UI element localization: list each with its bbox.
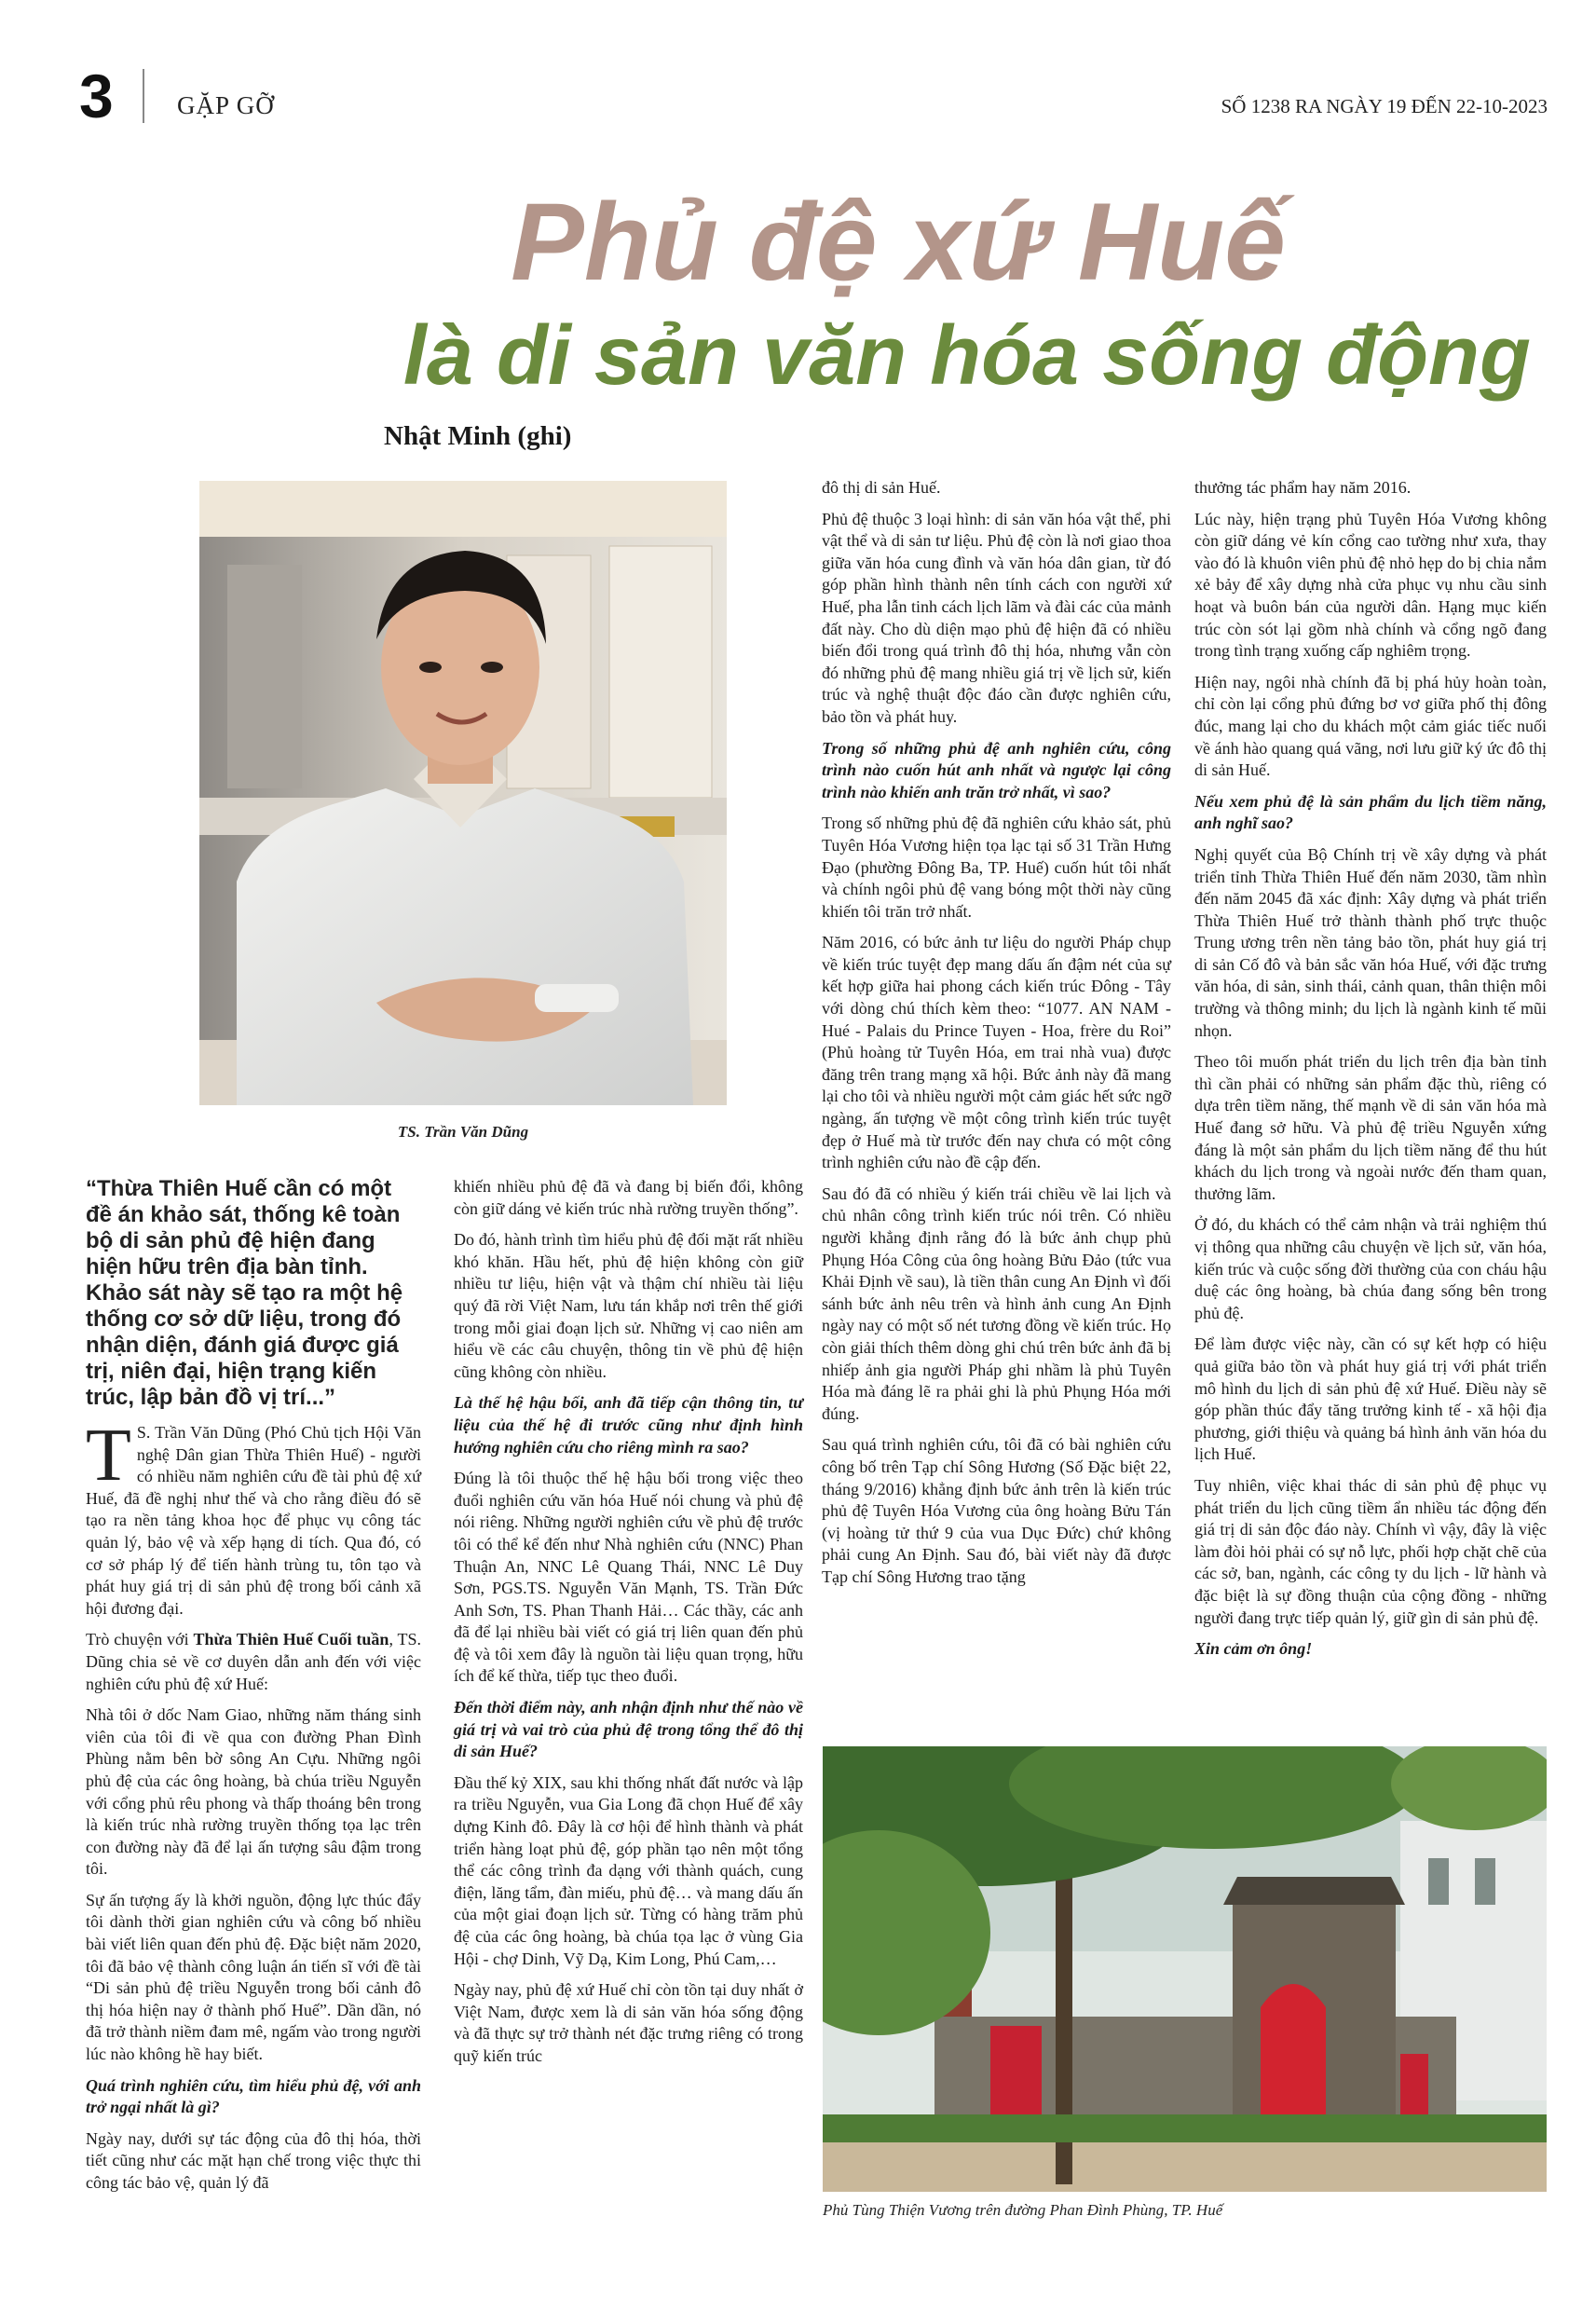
- paragraph: Lúc này, hiện trạng phủ Tuyên Hóa Vương không còn giữ dáng vẻ kín cổng cao tường như xưa, thay vào đó là khuôn viên phủ đệ nhỏ hẹp do bị chia nắm xẻ bảy để xây dựng nhà cửa phục vụ nhu cầu sinh hoạt và buôn bán của người dân. Hạng mục kiến trúc còn sót lại gồm nhà chính và cổng ngõ đang trong tình trạng xuống cấp nghiêm trọng.: [1194, 509, 1547, 661]
- closing-line: Xin cảm ơn ông!: [1194, 1639, 1313, 1659]
- header-divider: [143, 69, 144, 123]
- paragraph: Trò chuyện với Thừa Thiên Huế Cuối tuần, TS. Dũng chia sẻ về cơ duyên dẫn anh đến với việc nghiên cứu phủ đệ xứ Huế:: [86, 1630, 421, 1693]
- article-column-4: [1194, 477, 1547, 1670]
- interview-question: Là thế hệ hậu bối, anh đã tiếp cận thông tin, tư liệu của thế hệ đi trước cũng như định hình hướng nghiên cứu cho riêng mình ra sao?: [454, 1393, 803, 1457]
- article-column-3: [822, 477, 1171, 1598]
- paragraph: Nhà tôi ở dốc Nam Giao, những năm tháng sinh viên của tôi đi về qua con đường Phan Đình Phùng nằm bên bờ sông An Cựu. Những ngôi phủ đệ của các ông hoàng, bà chúa triều Nguyễn với cổng phủ rêu phong và thấp thoáng bên trong là kiến trúc nhà rường truyền thống tọa lạc trên con đường này đã để lại ấn tượng sâu đậm trong tôi.: [86, 1705, 421, 1879]
- paragraph: Đầu thế kỷ XIX, sau khi thống nhất đất nước và lập ra triều Nguyễn, vua Gia Long đã chọn Huế để xây dựng Kinh đô. Đây là cơ hội để hình thành và phát triển hàng loạt phủ đệ, góp phần tạo nên một tổng thể các công trình đa dạng với thành quách, cung điện, lăng tẩm, đàn miếu, phủ đệ… và mang dấu ấn của một giai đoạn lịch sử. Từng có hàng trăm phủ đệ của các ông hoàng, bà chúa tọa lạc ở vùng Gia Hội - chợ Dinh, Vỹ Dạ, Kim Long, Phú Cam,…: [454, 1772, 803, 1968]
- paragraph: Năm 2016, có bức ảnh tư liệu do người Pháp chụp về kiến trúc tuyệt đẹp mang dấu ấn đậm nét của sự kết hợp giữa hai phong cách kiến trúc Đông - Tây với dòng chú thích kèm theo: “1077. AN NAM - Hué - Palais du Prince Tuyen - Hoa, frère du Roi” (Phủ hoàng tử Tuyên Hóa, em trai nhà vua) được đăng trên trang mạng xã hội. Bức ảnh này đã mang lại cho tôi và nhiều người một cảm giác hết sức ngỡ ngàng, ấn tượng về một công trình kiến trúc tuyệt đẹp ở Huế mà từ trước đến nay chưa có một công trình nghiên cứu nào đề cập đến.: [822, 933, 1171, 1172]
- interview-question: Nếu xem phủ đệ là sản phẩm du lịch tiềm năng, anh nghĩ sao?: [1194, 791, 1547, 833]
- section-name: GẶP GỠ: [177, 91, 275, 119]
- pull-quote: “Thừa Thiên Huế cần có một đề án khảo sát, thống kê toàn bộ di sản phủ đệ hiện đang hiện hữu trên địa bàn tỉnh. Khảo sát này sẽ tạo ra một hệ thống cơ sở dữ liệu, trong đó nhận diện, đánh giá được giá trị, niên đại, hiện trạng kiến trúc, lập bản đồ vị trí...”: [86, 1176, 403, 1410]
- byline: Nhật Minh (ghi): [384, 421, 572, 451]
- paragraph: Sau đó đã có nhiều ý kiến trái chiều về lai lịch và chủ nhân công trình kiến trúc nói trên. Có nhiều người khẳng định rằng đó là bức ảnh chụp phủ Phụng Hóa Công của ông hoàng Bửu Đảo (tức vua Khải Định về sau), là tiền thân cung An Định vì đối sánh bức ảnh nêu trên và hình ảnh cung An Định ngày nay có một số nét tương đồng về kiến trúc. Họ còn giải thích thêm dòng ghi chú trên bức ảnh đã bị nhiếp ảnh gia người Pháp ghi nhầm là phủ Tuyên Hóa mà đáng lẽ ra phải ghi là phủ Phụng Hóa mới đúng.: [822, 1183, 1171, 1423]
- paragraph: Đúng là tôi thuộc thế hệ hậu bối trong việc theo đuổi nghiên cứu văn hóa Huế nói chung và phủ đệ nói riêng. Những người nghiên cứu về phủ đệ trước tôi có thể kể đến như Nhà nghiên cứu (NNC) Phan Thuận An, NNC Lê Quang Thái, NNC Lê Duy Sơn, PGS.TS. Nguyễn Văn Mạnh, TS. Trần Đức Anh Sơn, TS. Phan Thanh Hải… Các thầy, các anh đã để lại nhiều bài viết có giá trị liên quan đến phủ đệ và tôi xem đây là nguồn tài liệu quan trọng, hữu ích để kế thừa, tiếp tục theo đuổi.: [454, 1469, 803, 1686]
- article-column-1: [86, 1415, 421, 2204]
- paragraph: T S. Trần Văn Dũng (Phó Chủ tịch Hội Văn nghệ Dân gian Thừa Thiên Huế) - người có nhiều năm nghiên cứu đề tài phủ đệ xứ Huế, đã đề nghị như thế và cho rằng điều đó sẽ tạo ra nền tảng khoa học để phục vụ công tác quản lý, bảo vệ và xếp hạng di tích. Qua đó, có cơ sở pháp lý để tiến hành trùng tu, tôn tạo và phát huy giá trị di sản phủ đệ trong bối cảnh xã hội đương đại.: [86, 1415, 421, 1618]
- interview-question: Đến thời điểm này, anh nhận định như thế nào về giá trị và vai trò của phủ đệ trong tổng thể đô thị di sản Huế?: [454, 1698, 803, 1761]
- portrait-caption: TS. Trần Văn Dũng: [397, 1123, 529, 1141]
- paragraph: Ngày nay, phủ đệ xứ Huế chỉ còn tồn tại duy nhất ở Việt Nam, được xem là di sản văn hóa sống động và đã thực sự trở thành nét đặc trưng riêng có trong quỹ kiến trúc: [454, 1980, 803, 2065]
- article-title-line1: Phủ đệ xứ Huế: [511, 181, 1286, 304]
- paragraph: Phủ đệ thuộc 3 loại hình: di sản văn hóa vật thể, phi vật thể và di sản tư liệu. Phủ đệ còn là nơi giao thoa giữa văn hóa cung đình và văn hóa dân gian, từ đó góp phần hình thành nên tính cách con người xứ Huế, pha lẫn tinh cách lịch lãm và đài các của mảnh đất này. Cho dù diện mạo phủ đệ hiện đã có nhiều biến đổi trong quá trình đô thị hóa, nhưng vẫn còn đó những phủ đệ mang nhiều giá trị về lịch sử, kiến trúc và nghệ thuật độc đáo cần được nghiên cứu, bảo tồn và phát huy.: [822, 509, 1171, 726]
- paragraph: Ở đó, du khách có thể cảm nhận và trải nghiệm thú vị thông qua những câu chuyện về lịch sử, văn hóa, kiến trúc và cuộc sống đời thường của con cháu hậu duệ các ông hoàng, bà chúa đang sống bên trong phủ đệ.: [1194, 1215, 1547, 1322]
- issue-info: SỐ 1238 RA NGÀY 19 ĐẾN 22-10-2023: [1221, 95, 1548, 117]
- page-number: 3: [79, 62, 114, 130]
- paragraph: thưởng tác phẩm hay năm 2016.: [1194, 478, 1412, 497]
- gate-photo: [823, 1746, 1547, 2192]
- gate-photo-caption: Phủ Tùng Thiện Vương trên đường Phan Đình Phùng, TP. Huế: [823, 2201, 1223, 2219]
- paragraph: đô thị di sản Huế.: [822, 478, 941, 497]
- page-header: [79, 63, 1548, 129]
- paragraph: Trong số những phủ đệ đã nghiên cứu khảo sát, phủ Tuyên Hóa Vương hiện tọa lạc tại số 31 Trần Hưng Đạo (phường Đông Ba, TP. Huế) cuốn hút tôi nhất và chính ngôi phủ đệ vang bóng một thời này cũng khiến tôi trăn trở nhất.: [822, 814, 1171, 921]
- interview-question: Quá trình nghiên cứu, tìm hiểu phủ đệ, với anh trở ngại nhất là gì?: [86, 2075, 421, 2117]
- portrait-illustration: [199, 481, 727, 1105]
- paragraph: Ngày nay, dưới sự tác động của đô thị hóa, thời tiết cũng như các mặt hạn chế trong việc thực thi công tác bảo vệ, quản lý đã: [86, 2128, 421, 2192]
- paragraph: khiến nhiều phủ đệ đã và đang bị biến đổi, không còn giữ dáng vẻ kiến trúc nhà rường truyền thống”.: [454, 1177, 803, 1218]
- interview-question: Trong số những phủ đệ anh nghiên cứu, công trình nào cuốn hút anh nhất và ngược lại công trình nào khiến anh trăn trở nhất, vì sao?: [822, 738, 1171, 801]
- paragraph: Sự ấn tượng ấy là khởi nguồn, động lực thúc đẩy tôi dành thời gian nghiên cứu và công bố nhiều bài viết liên quan đến phủ đệ. Đặc biệt năm 2020, tôi đã bảo vệ thành công luận án tiến sĩ với đề tài “Di sản phủ đệ triều Nguyễn trong bối cảnh đô thị hóa hiện nay ở thành phố Huế”. Dần dần, nó đã trở thành niềm đam mê, ngấm vào trong người lúc nào không hề hay biết.: [86, 1890, 421, 2064]
- paragraph: Nghị quyết của Bộ Chính trị về xây dựng và phát triển tỉnh Thừa Thiên Huế đến năm 2030, tầm nhìn đến năm 2045 đã xác định: Xây dựng và phát triển Thừa Thiên Huế trở thành thành phố trực thuộc Trung ương trên nền tảng bảo tồn, phát huy giá trị di sản Cố đô và bản sắc văn hóa Huế, với đặc trưng văn hóa, di sản, sinh thái, cảnh quan, thân thiện môi trường và thông minh; du lịch là ngành kinh tế mũi nhọn.: [1194, 844, 1547, 1040]
- paragraph: Tuy nhiên, việc khai thác di sản phủ đệ phục vụ phát triển du lịch cũng tiềm ẩn nhiều tác động đến giá trị di sản độc đáo này. Chính vì vậy, đây là việc làm đòi hỏi phải có sự nỗ lực, phối hợp chặt chẽ của các sở, ban, ngành, các công ty du lịch - lữ hành và đặc biệt là sự đồng thuận của cộng đồng - những người đang trực tiếp quản lý, giữ gìn di sản phủ đệ.: [1194, 1475, 1547, 1627]
- paragraph: Sau quá trình nghiên cứu, tôi đã có bài nghiên cứu công bố trên Tạp chí Sông Hương (Số Đặc biệt 22, tháng 9/2016) khẳng định bức ảnh trên là kiến trúc phủ đệ Tuyên Hóa Vương của ông hoàng Bửu Tán (vị hoàng tử thứ 9 của vua Dục Đức) chứ không phải cung An Định. Sau đó, bài viết này đã được Tạp chí Sông Hương trao tặng: [822, 1435, 1171, 1586]
- paragraph: Để làm được việc này, cần có sự kết hợp có hiệu quả giữa bảo tồn và phát huy giá trị với phát triển mô hình du lịch di sản phủ đệ xứ Huế. Điều này sẽ góp phần thúc đẩy tăng trưởng kinh tế - xã hội địa phương, giới thiệu và quảng bá hình ảnh văn hóa du lịch Huế.: [1194, 1334, 1547, 1464]
- portrait-photo: [199, 481, 727, 1105]
- article-column-2: [454, 1176, 803, 2077]
- publication-name: Thừa Thiên Huế Cuối tuần: [193, 1630, 389, 1649]
- paragraph: Do đó, hành trình tìm hiểu phủ đệ đối mặt rất nhiều khó khăn. Hầu hết, phủ đệ hiện không còn giữ nhiều tư liệu, hiện vật và thậm chí nhiều tài liệu quý đã rời Việt Nam, lưu tán khắp nơi trên thế giới trong mỗi giai đoạn lịch sử. Những vị cao niên am hiểu về các câu chuyện, thông tin về phủ đệ hiện cũng không còn nhiều.: [454, 1230, 803, 1381]
- article-title-line2: là di sản văn hóa sống động: [402, 309, 1531, 403]
- gate-illustration: [823, 1746, 1547, 2192]
- paragraph: Hiện nay, ngôi nhà chính đã bị phá hủy hoàn toàn, chỉ còn lại cổng phủ đứng bơ vơ giữa phố thị đông đúc, mang lại cho du khách một cảm giác tiếc nuối về ánh hào quang quá vãng, nơi lưu giữ ký ức đô thị di sản Huế.: [1194, 672, 1547, 780]
- paragraph: Theo tôi muốn phát triển du lịch trên địa bàn tỉnh thì cần phải có những sản phẩm đặc thù, riêng có dựa trên tiềm năng, thế mạnh về di sản văn hóa mà Huế đang sở hữu. Và phủ đệ triều Nguyễn xứng đáng là một sản phẩm du lịch tiềm năng để thu hút khách du lịch trong và ngoài nước đến tham quan, thưởng lãm.: [1194, 1052, 1547, 1203]
- drop-cap: T: [86, 1415, 131, 1497]
